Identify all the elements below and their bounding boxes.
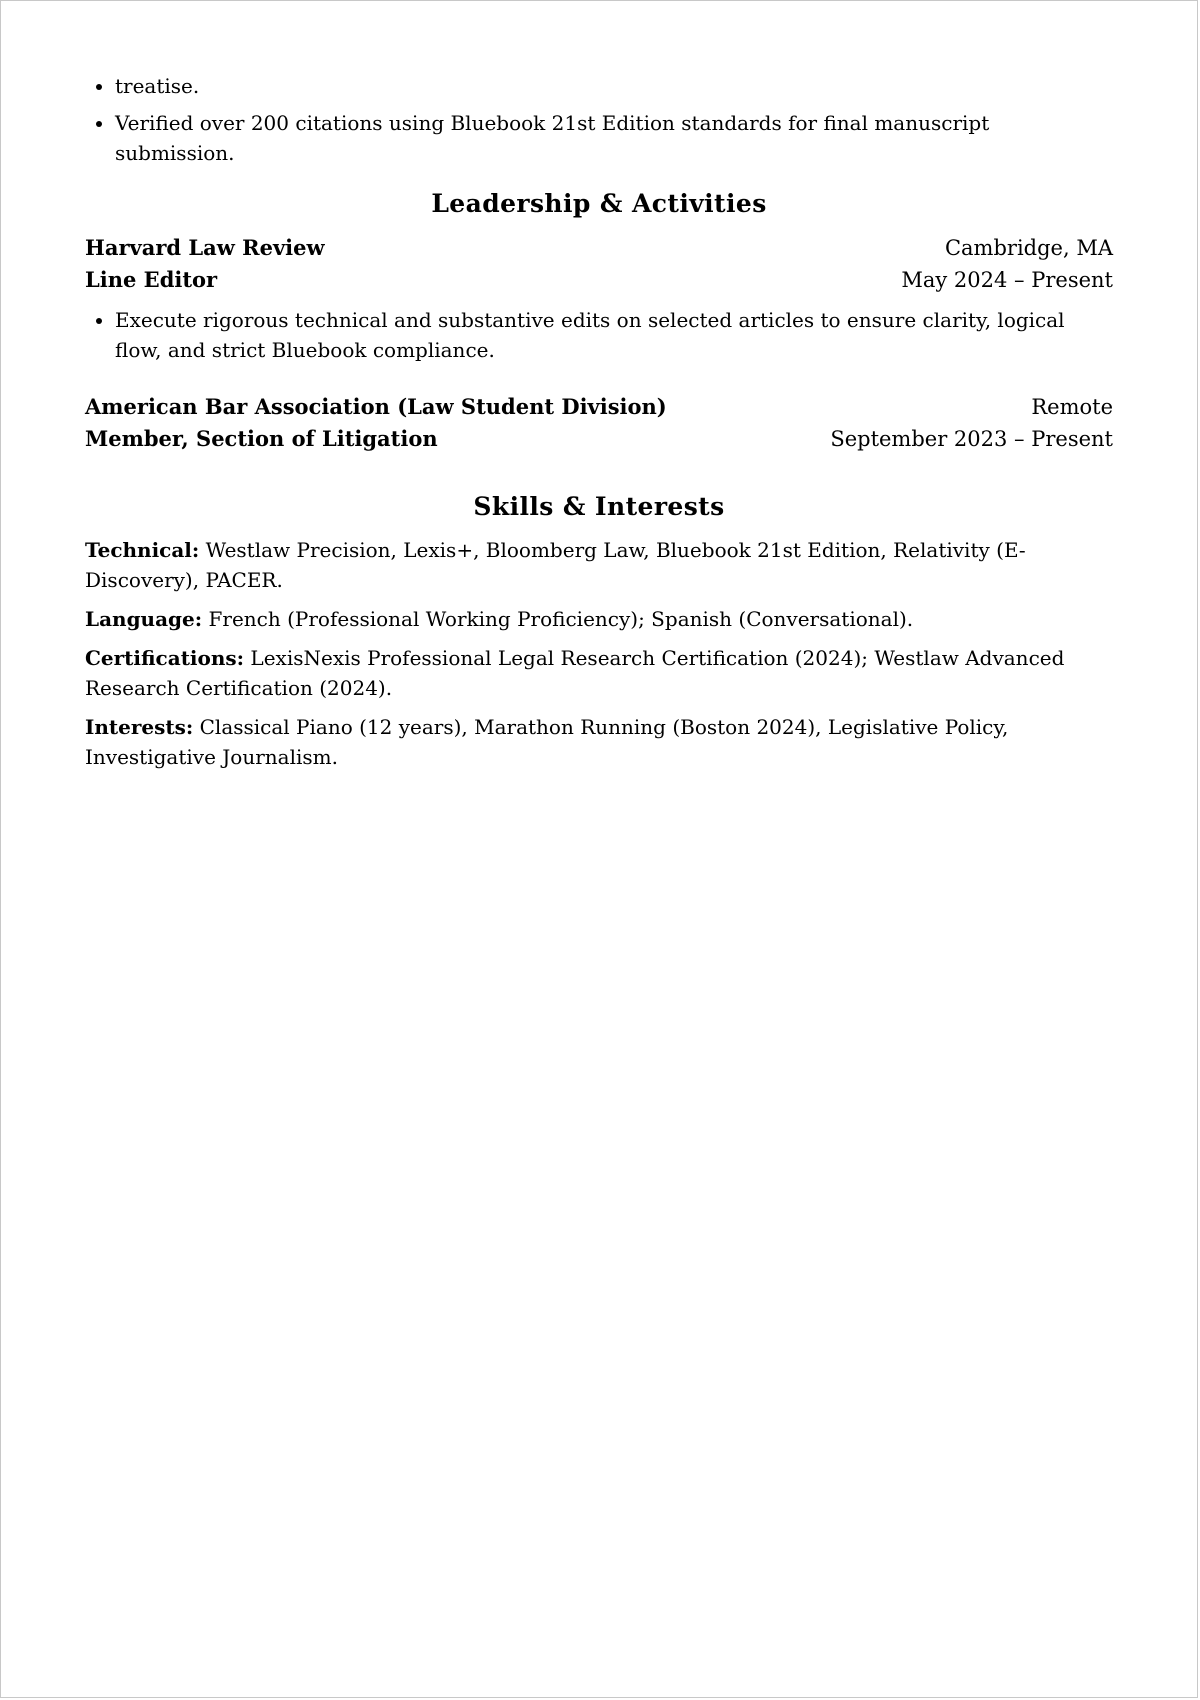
skills-section bbox=[85, 491, 1113, 772]
entry-dates: September 2023 – Present bbox=[830, 427, 1113, 451]
skill-line-interests bbox=[85, 712, 1113, 772]
entry-organization: Harvard Law Review bbox=[85, 235, 325, 260]
entry-header-row bbox=[85, 232, 1113, 264]
section-title-leadership: Leadership & Activities bbox=[431, 189, 767, 218]
skill-line-technical bbox=[85, 535, 1113, 595]
leadership-entry-harvard bbox=[85, 232, 1113, 365]
continued-bullet-list bbox=[85, 71, 1113, 168]
leadership-section bbox=[85, 188, 1113, 455]
entry-dates: May 2024 – Present bbox=[901, 268, 1113, 292]
skill-label: Language: bbox=[85, 607, 203, 631]
skill-line-language bbox=[85, 604, 1113, 634]
entry-role-row bbox=[85, 423, 1113, 455]
entry-header-row bbox=[85, 391, 1113, 423]
bullet-item: • treatise. bbox=[115, 71, 1113, 101]
entry-role: Line Editor bbox=[85, 267, 218, 292]
entry-location: Remote bbox=[1031, 395, 1113, 419]
skill-line-certifications bbox=[85, 643, 1113, 703]
skill-text: Classical Piano (12 years), Marathon Running (Boston 2024), Legislative Policy, Investigative Journalism. bbox=[85, 715, 1009, 769]
bullet-item: • Verified over 200 citations using Bluebook 21st Edition standards for final manuscript submission. bbox=[115, 108, 1113, 168]
skill-label: Certifications: bbox=[85, 646, 245, 670]
entry-role-row bbox=[85, 264, 1113, 296]
leadership-entry-aba bbox=[85, 391, 1113, 455]
skill-text: Westlaw Precision, Lexis+, Bloomberg Law, Bluebook 21st Edition, Relativity (E-Discovery), PACER. bbox=[85, 538, 1026, 592]
skill-text: LexisNexis Professional Legal Research Certification (2024); Westlaw Advanced Research Certification (2024). bbox=[85, 646, 1065, 700]
entry-location: Cambridge, MA bbox=[944, 236, 1113, 260]
entry-bullet-list bbox=[85, 305, 1113, 365]
resume-content bbox=[85, 71, 1113, 781]
bullet-item: • Execute rigorous technical and substantive edits on selected articles to ensure clarity, logical flow, and strict Bluebook compliance. bbox=[115, 305, 1113, 365]
skill-label: Technical: bbox=[85, 538, 200, 562]
skill-text: French (Professional Working Proficiency); Spanish (Conversational). bbox=[208, 607, 914, 631]
entry-organization: American Bar Association (Law Student Division) bbox=[85, 394, 667, 419]
section-title-skills: Skills & Interests bbox=[473, 492, 725, 521]
skill-label: Interests: bbox=[85, 715, 194, 739]
entry-role: Member, Section of Litigation bbox=[85, 426, 438, 451]
